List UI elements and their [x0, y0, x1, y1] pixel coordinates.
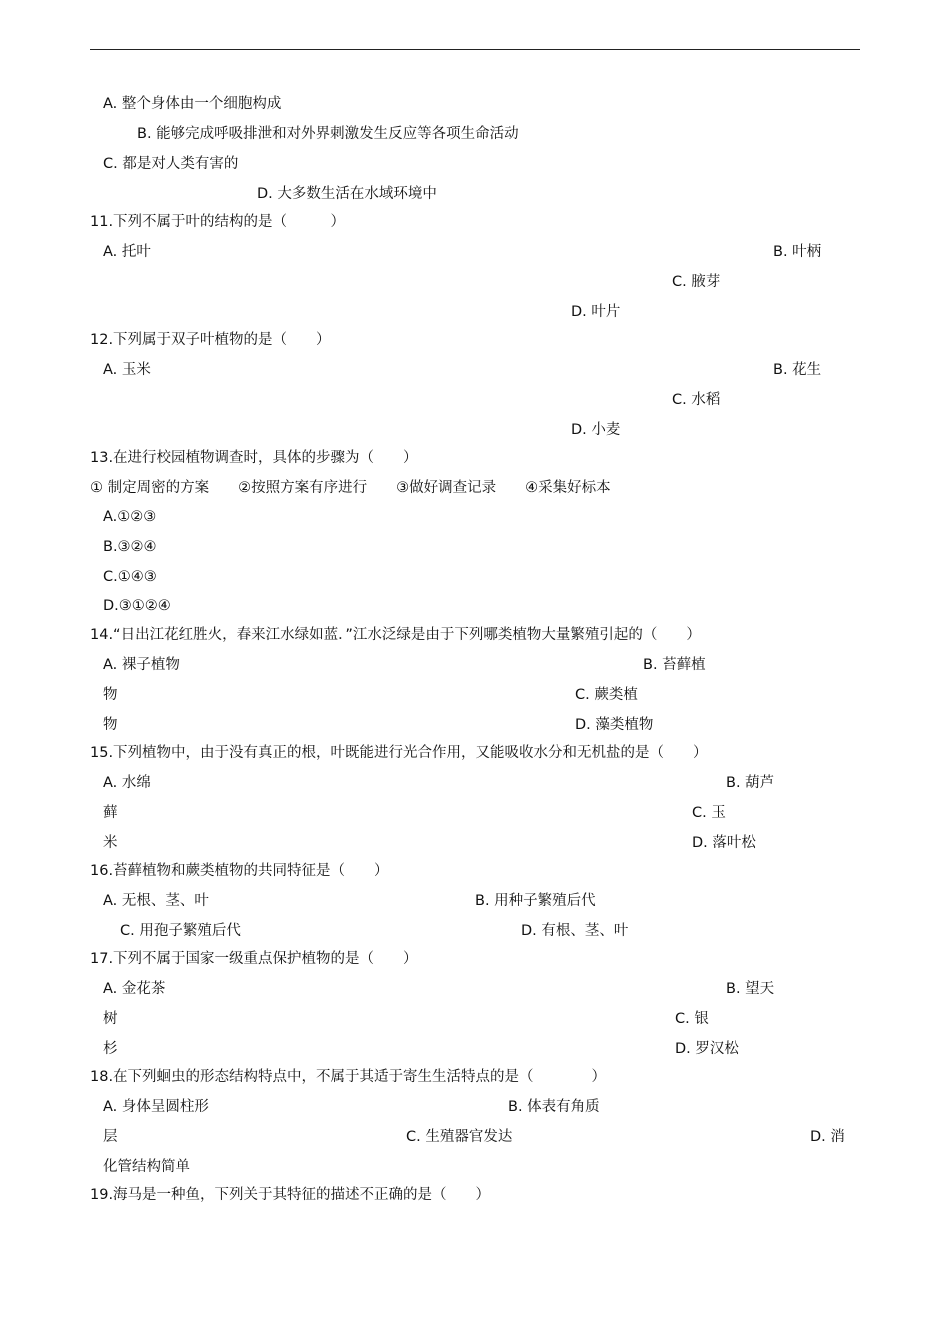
q12-option-a[interactable]: A. 玉米: [103, 362, 151, 378]
q16-option-a[interactable]: A. 无根、茎、叶: [103, 893, 209, 909]
q17-option-c[interactable]: C. 银: [675, 1011, 709, 1027]
q15-option-b-cont: 藓: [103, 805, 118, 821]
q12-option-c[interactable]: C. 水稻: [672, 392, 721, 408]
header-rule: [90, 49, 860, 50]
q17-option-a[interactable]: A. 金花茶: [103, 981, 166, 997]
q13-option-d[interactable]: D.③①②④: [103, 598, 171, 614]
q18-option-d[interactable]: D. 消: [810, 1129, 845, 1145]
q14-option-a[interactable]: A. 裸子植物: [103, 657, 180, 673]
q10-option-d[interactable]: D. 大多数生活在水域环境中: [257, 186, 437, 202]
q18-option-b[interactable]: B. 体表有角质: [508, 1099, 600, 1115]
q16-option-c[interactable]: C. 用孢子繁殖后代: [120, 923, 241, 939]
q17-stem: 17.下列不属于国家一级重点保护植物的是（ ）: [90, 951, 418, 967]
q18-option-c[interactable]: C. 生殖器官发达: [406, 1129, 513, 1145]
q10-option-a[interactable]: A. 整个身体由一个细胞构成: [103, 96, 282, 112]
q13-option-a[interactable]: A.①②③: [103, 509, 157, 525]
q16-option-b[interactable]: B. 用种子繁殖后代: [475, 893, 596, 909]
q17-option-b[interactable]: B. 望天: [726, 981, 775, 997]
q18-option-b-cont: 层: [103, 1129, 118, 1145]
q15-option-c[interactable]: C. 玉: [692, 805, 726, 821]
q13-stem: 13.在进行校园植物调查时，具体的步骤为（ ）: [90, 450, 418, 466]
q14-option-b[interactable]: B. 苔藓植: [643, 657, 706, 673]
q13-option-c[interactable]: C.①④③: [103, 569, 157, 585]
q14-option-c[interactable]: C. 蕨类植: [575, 687, 638, 703]
q13-option-b[interactable]: B.③②④: [103, 539, 157, 555]
q11-option-c[interactable]: C. 腋芽: [672, 274, 721, 290]
q13-steps: ① 制定周密的方案 ②按照方案有序进行 ③做好调查记录 ④采集好标本: [90, 480, 611, 496]
q18-option-d-cont: 化管结构简单: [103, 1159, 190, 1175]
q14-option-c-cont: 物: [103, 717, 118, 733]
q12-option-b[interactable]: B. 花生: [773, 362, 822, 378]
q17-option-d[interactable]: D. 罗汉松: [675, 1041, 739, 1057]
q18-option-a[interactable]: A. 身体呈圆柱形: [103, 1099, 209, 1115]
q10-option-b[interactable]: B. 能够完成呼吸排泄和对外界刺激发生反应等各项生命活动: [137, 126, 519, 142]
q11-option-d[interactable]: D. 叶片: [571, 304, 621, 320]
q16-option-d[interactable]: D. 有根、茎、叶: [521, 923, 629, 939]
q12-stem: 12.下列属于双子叶植物的是（ ）: [90, 332, 331, 348]
q12-option-d[interactable]: D. 小麦: [571, 422, 621, 438]
q14-option-d[interactable]: D. 藻类植物: [575, 717, 654, 733]
q11-option-a[interactable]: A. 托叶: [103, 244, 151, 260]
q14-stem: 14.“日出江花红胜火，春来江水绿如蓝．”江水泛绿是由于下列哪类植物大量繁殖引起的（ ）: [90, 627, 701, 643]
q15-option-c-cont: 米: [103, 835, 118, 851]
q15-option-a[interactable]: A. 水绵: [103, 775, 151, 791]
q18-stem: 18.在下列蛔虫的形态结构特点中，不属于其适于寄生生活特点的是（ ）: [90, 1069, 607, 1085]
q16-stem: 16.苔藓植物和蕨类植物的共同特征是（ ）: [90, 863, 389, 879]
q14-option-b-cont: 物: [103, 687, 118, 703]
q10-option-c[interactable]: C. 都是对人类有害的: [103, 156, 239, 172]
q11-option-b[interactable]: B. 叶柄: [773, 244, 822, 260]
q17-option-c-cont: 杉: [103, 1041, 118, 1057]
q17-option-b-cont: 树: [103, 1011, 118, 1027]
q15-option-d[interactable]: D. 落叶松: [692, 835, 756, 851]
q19-stem: 19.海马是一种鱼，下列关于其特征的描述不正确的是（ ）: [90, 1187, 491, 1203]
q15-option-b[interactable]: B. 葫芦: [726, 775, 775, 791]
q15-stem: 15.下列植物中，由于没有真正的根，叶既能进行光合作用，又能吸收水分和无机盐的是（ ）: [90, 745, 708, 761]
q11-stem: 11.下列不属于叶的结构的是（ ）: [90, 214, 346, 230]
